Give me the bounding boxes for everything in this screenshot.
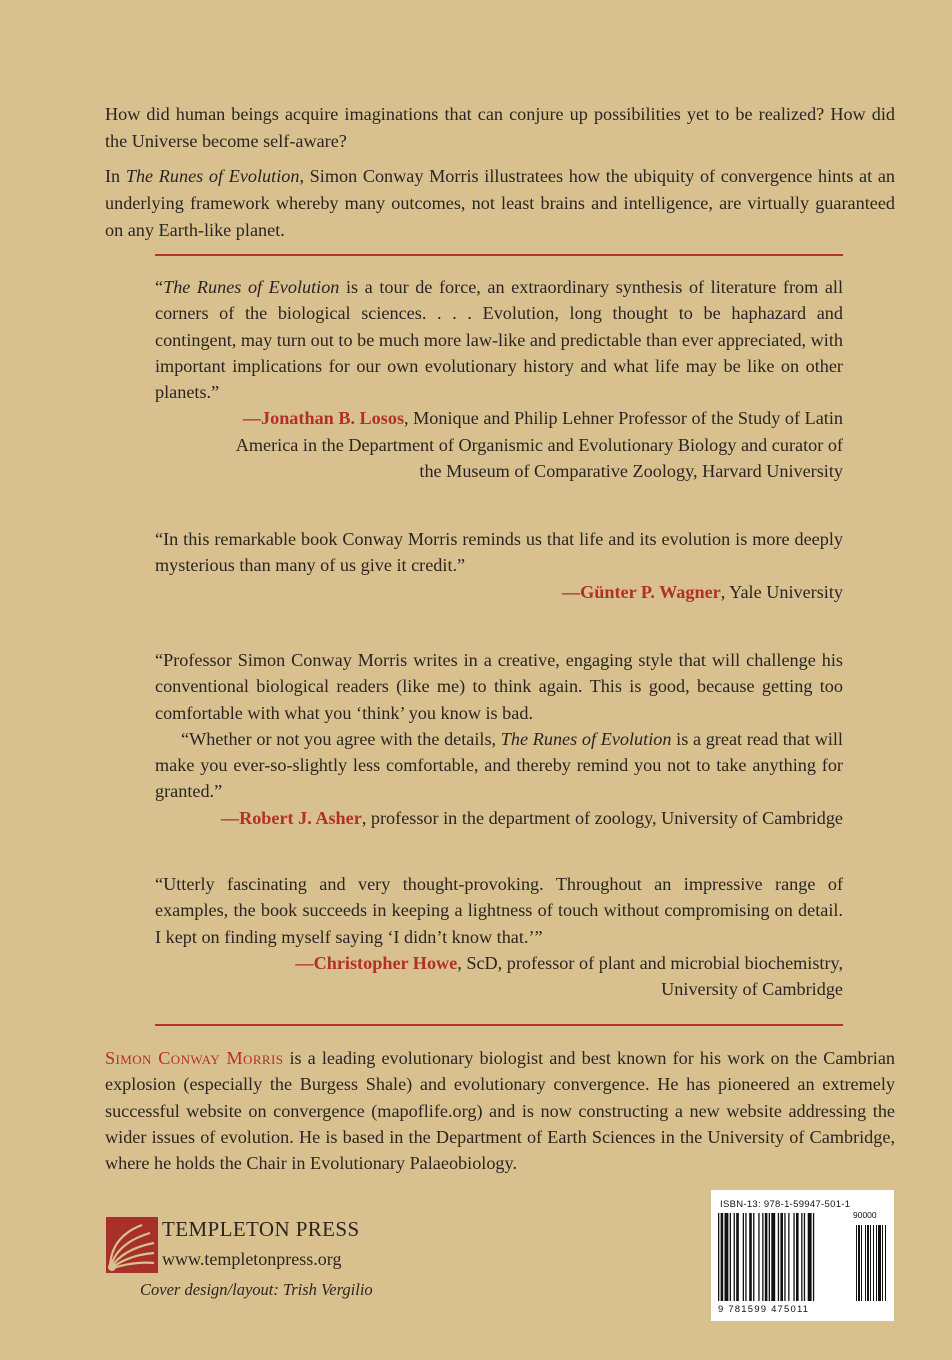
barcode-bar bbox=[753, 1213, 754, 1301]
intro-section bbox=[105, 101, 895, 244]
publisher-url[interactable]: www.templetonpress.org bbox=[162, 1249, 342, 1269]
author-bio: Simon Conway Morris is a leading evolutionary biologist and best known for his work on the Cambrian explosion (especially the Burgess Shale) and evolutionary convergence. He has pioneered an extremely successful website on convergence (mapoflife.org) and is now constructing a new website addressing the wider issues of evolution. He is based in the Department of Earth Sciences in the University of Cambridge, where he holds the Chair in Evolutionary Palaeobiology. bbox=[105, 1048, 895, 1174]
barcode-bar bbox=[736, 1213, 739, 1301]
barcode-bar bbox=[765, 1213, 768, 1301]
barcode-bar bbox=[769, 1213, 770, 1301]
barcode-bar bbox=[718, 1213, 719, 1301]
barcode-bar bbox=[743, 1213, 744, 1301]
barcode-bar bbox=[856, 1225, 857, 1301]
quote-text-continued: “Whether or not you agree with the details, The Runes of Evolution is a great read that will make you ever-so-slightly less comfortable, and thereby remind you not to take anything for granted.” bbox=[155, 728, 843, 802]
attribution-name: Robert J. Asher bbox=[239, 807, 362, 828]
barcode-bar bbox=[801, 1213, 802, 1301]
barcode-bar bbox=[878, 1225, 881, 1301]
quote-wagner bbox=[155, 526, 843, 605]
quote-losos bbox=[155, 274, 843, 484]
intro-paragraph-2: In The Runes of Evolution, Simon Conway Morris illustratees how the ubiquity of convergence hints at an underlying framework whereby many outcomes, not least brains and intelligence, are virtually guaranteed on any Earth-like planet. bbox=[105, 166, 895, 240]
barcode-bar bbox=[793, 1213, 794, 1301]
barcode-bar bbox=[867, 1225, 869, 1301]
intro-paragraph-1: How did human beings acquire imaginations that can conjure up possibilities yet to be realized? How did the Universe become self-aware? bbox=[105, 104, 895, 151]
quote-attribution: —Robert J. Asher, professor in the department of zoology, University of Cambridge bbox=[220, 807, 843, 828]
barcode-bar bbox=[873, 1225, 874, 1301]
barcode-bar bbox=[730, 1213, 731, 1301]
quote-attribution: —Günter P. Wagner, Yale University bbox=[561, 581, 843, 602]
attribution-name: Günter P. Wagner bbox=[580, 581, 721, 602]
publisher-name: TEMPLETON PRESS bbox=[162, 1217, 360, 1241]
divider-bottom bbox=[155, 1024, 843, 1026]
quote-attribution: —Jonathan B. Losos, Monique and Philip Lehner Professor of the Study of Latin America in the Department of Organismic and Evolutionary Biology and curator of the Museum of Comparative Zoology, Harvard University bbox=[235, 408, 843, 482]
barcode-bar bbox=[876, 1225, 877, 1301]
barcode-bar bbox=[745, 1213, 746, 1301]
barcode-bar bbox=[771, 1213, 775, 1301]
barcode-bar bbox=[865, 1225, 866, 1301]
barcode-bar bbox=[861, 1225, 862, 1301]
barcode-bar bbox=[734, 1213, 735, 1301]
book-title: The Runes of Evolution bbox=[500, 728, 672, 749]
barcode-icon bbox=[718, 1213, 888, 1303]
isbn-label: ISBN-13: 978-1-59947-501-1 bbox=[720, 1199, 851, 1210]
quote-attribution-line-2: University of Cambridge bbox=[661, 979, 843, 1000]
barcode-bar bbox=[788, 1213, 789, 1301]
barcode-bar bbox=[784, 1213, 785, 1301]
barcode-bar bbox=[725, 1213, 729, 1301]
barcode-bar bbox=[780, 1213, 783, 1301]
book-title: The Runes of Evolution bbox=[163, 277, 340, 297]
barcode-number: 9 781599 475011 bbox=[718, 1304, 810, 1315]
quote-text: “Utterly fascinating and very thought-provoking. Throughout an impressive range of examples, the book succeeds in keeping a lightness of touch without compromising on detail. I kept on finding myself saying ‘I didn’t know that.’” bbox=[155, 874, 843, 947]
barcode-bar bbox=[870, 1225, 871, 1301]
barcode-bar bbox=[749, 1213, 752, 1301]
attribution-name: Christopher Howe bbox=[313, 952, 458, 973]
cover-credit: Cover design/layout: Trish Vergilio bbox=[140, 1280, 373, 1299]
price-code: 90000 bbox=[853, 1210, 877, 1220]
barcode-bar bbox=[858, 1225, 860, 1301]
divider-top bbox=[155, 254, 843, 256]
barcode-bar bbox=[885, 1225, 886, 1301]
templeton-logo-icon bbox=[106, 1217, 158, 1273]
quote-text: “The Runes of Evolution is a tour de force, an extraordinary synthesis of literature from all corners of the biological sciences. . . . Evolution, long thought to be haphazard and contingent, may turn out to be much more law-like and predictable than ever appreciated, with important implications for our own evolutionary history and what life may be like on other planets.” bbox=[155, 277, 844, 403]
quote-text: “In this remarkable book Conway Morris reminds us that life and its evolution is more deeply mysterious than many of us give it credit.” bbox=[155, 529, 843, 576]
barcode-bar bbox=[721, 1213, 724, 1301]
quote-asher bbox=[155, 647, 843, 831]
barcode-bar bbox=[762, 1213, 763, 1301]
barcode-bar bbox=[778, 1213, 779, 1301]
attribution-name: Jonathan B. Losos bbox=[261, 408, 405, 429]
barcode-bar bbox=[804, 1213, 805, 1301]
barcode-bar bbox=[882, 1225, 883, 1301]
quote-text: “Professor Simon Conway Morris writes in a creative, engaging style that will challenge his conventional biological readers (like me) to think again. This is good, because getting too comfortable with what you ‘think’ you know is bad. bbox=[155, 650, 843, 723]
quote-attribution: —Christopher Howe, ScD, professor of plant and microbial biochemistry, bbox=[295, 952, 843, 973]
barcode-bar bbox=[758, 1213, 759, 1301]
barcode-bar bbox=[813, 1213, 814, 1301]
barcode-bar bbox=[796, 1213, 799, 1301]
quote-howe bbox=[155, 871, 843, 1002]
author-name: Simon Conway Morris bbox=[105, 1048, 284, 1068]
barcode-bar bbox=[808, 1213, 812, 1301]
book-title: The Runes of Evolution bbox=[125, 166, 300, 186]
